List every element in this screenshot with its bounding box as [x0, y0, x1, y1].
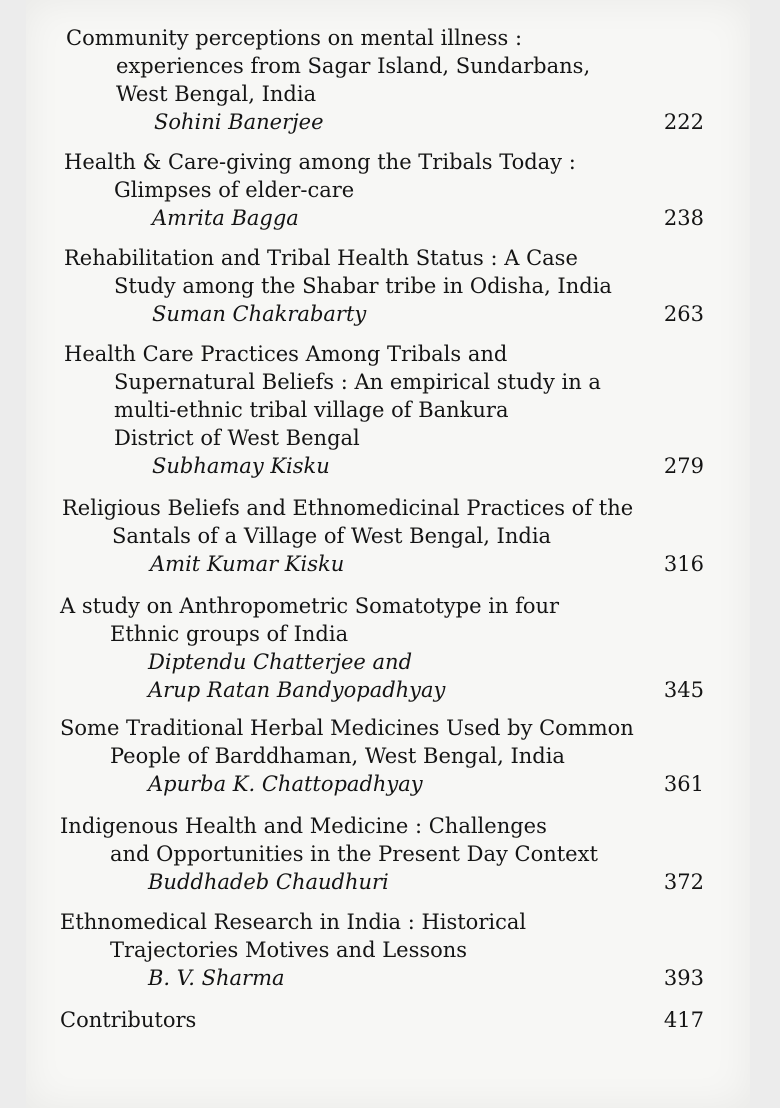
entry-title-continuation: Study among the Shabar tribe in Odisha, India	[114, 274, 612, 298]
toc-entry[interactable]	[64, 148, 714, 232]
toc-entry[interactable]	[64, 244, 714, 328]
entry-page-number: 361	[663, 772, 704, 796]
entry-author: Suman Chakrabarty	[152, 302, 367, 326]
entry-title: Health & Care-giving among the Tribals Today :	[64, 150, 576, 174]
toc-entry[interactable]	[60, 592, 710, 704]
entry-title: Health Care Practices Among Tribals and	[64, 342, 508, 366]
entry-page-number: 263	[663, 302, 704, 326]
entry-page-number: 345	[663, 678, 704, 702]
entry-author: Arup Ratan Bandyopadhyay	[148, 678, 446, 702]
entry-title: A study on Anthropometric Somatotype in four	[60, 594, 560, 618]
toc-entry[interactable]	[64, 340, 714, 480]
entry-author: B. V. Sharma	[148, 966, 285, 990]
entry-title: Indigenous Health and Medicine : Challenges	[60, 814, 547, 838]
toc-entry[interactable]	[60, 908, 710, 992]
entry-author: Buddhadeb Chaudhuri	[148, 870, 389, 894]
entry-title: Community perceptions on mental illness :	[66, 26, 523, 50]
entry-author: Apurba K. Chattopadhyay	[148, 772, 423, 796]
entry-title-continuation: Glimpses of elder-care	[114, 178, 355, 202]
entry-page-number: 222	[663, 110, 704, 134]
entry-title: Ethnomedical Research in India : Historical	[60, 910, 527, 934]
entry-page-number: 393	[663, 966, 704, 990]
entry-page-number: 238	[663, 206, 704, 230]
entry-title-continuation: Supernatural Beliefs : An empirical study in a	[114, 370, 601, 394]
entry-title: Religious Beliefs and Ethnomedicinal Practices of the	[62, 496, 634, 520]
toc-entry[interactable]	[66, 24, 716, 136]
entry-title-continuation: Ethnic groups of India	[110, 622, 349, 646]
entry-author: Sohini Banerjee	[154, 110, 324, 134]
entry-title-continuation: District of West Bengal	[114, 426, 360, 450]
entry-title-continuation: experiences from Sagar Island, Sundarbans,	[116, 54, 591, 78]
entry-author: Subhamay Kisku	[152, 454, 330, 478]
toc-entry[interactable]	[62, 494, 712, 578]
toc-entry[interactable]	[60, 714, 710, 798]
toc-entry[interactable]	[60, 812, 710, 896]
entry-page-number: 316	[663, 552, 704, 576]
entry-title-continuation: Trajectories Motives and Lessons	[110, 938, 468, 962]
toc-entry[interactable]	[60, 1006, 710, 1034]
entry-title: Rehabilitation and Tribal Health Status : A Case	[64, 246, 578, 270]
entry-page-number: 372	[663, 870, 704, 894]
entry-author: Amit Kumar Kisku	[150, 552, 345, 576]
entry-title-continuation: multi-ethnic tribal village of Bankura	[114, 398, 509, 422]
entry-title-continuation: West Bengal, India	[116, 82, 317, 106]
entry-title-continuation: and Opportunities in the Present Day Context	[110, 842, 598, 866]
entry-title-continuation: Santals of a Village of West Bengal, India	[112, 524, 552, 548]
entry-author: Diptendu Chatterjee and	[148, 650, 413, 674]
entry-page-number: 279	[663, 454, 704, 478]
entry-title-continuation: People of Barddhaman, West Bengal, India	[110, 744, 565, 768]
entry-page-number: 417	[663, 1008, 704, 1032]
entry-title: Some Traditional Herbal Medicines Used by Common	[60, 716, 634, 740]
entry-title: Contributors	[60, 1008, 197, 1032]
entry-author: Amrita Bagga	[152, 206, 299, 230]
